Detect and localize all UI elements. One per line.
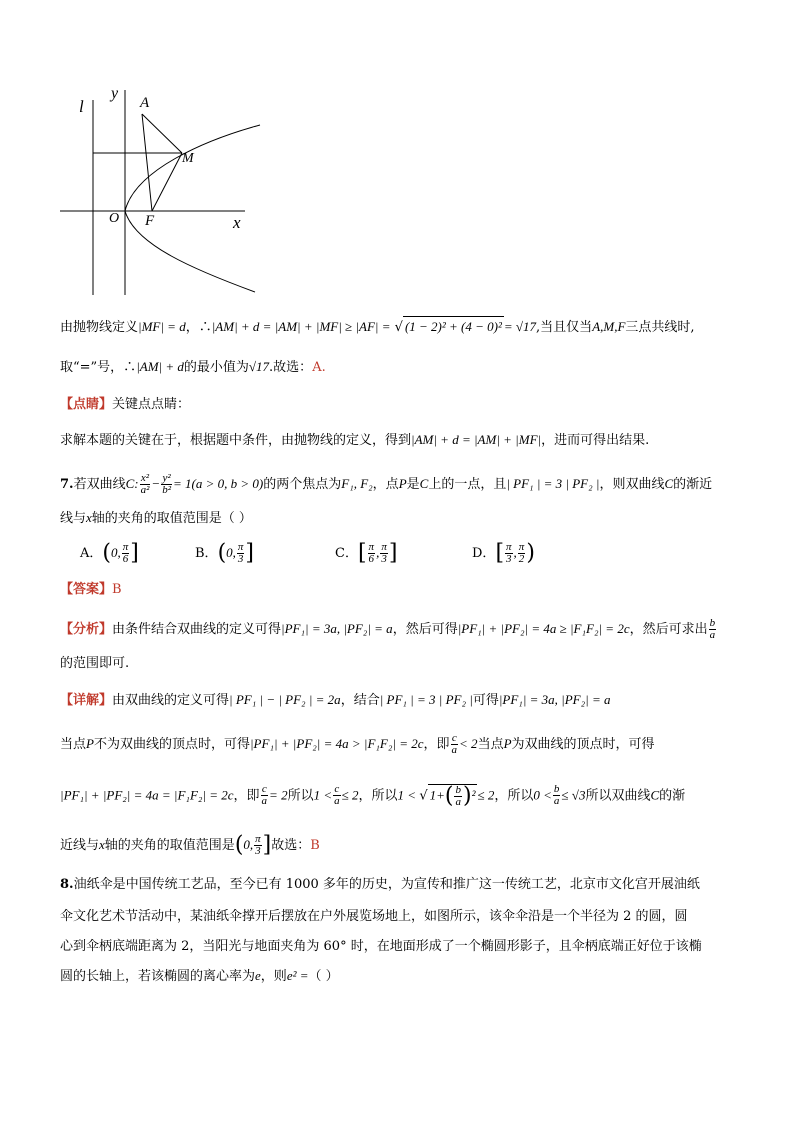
question-8-line-2 [60,907,688,927]
text: ,当且仅当 [536,320,593,335]
option-D[interactable]: D．[ $\frac{\pi}{3}$ , $\frac{\pi}{2}$ ) [472,540,535,566]
text: ，点 [372,477,399,492]
answer-A: A. [312,360,326,375]
tag-dianjing: 【点睛】 [60,397,113,412]
text: 由双曲线的定义可得 [112,693,230,708]
math-lt2: < 2 [459,736,478,751]
math-e1: |PF₁| + |PF₂| = 4a > |F₁F₂| = 2c [249,736,424,751]
parabola-figure [55,80,285,300]
math-x: x [86,510,92,525]
text: 所以双曲线 [585,788,651,804]
text: 圆的长轴上，若该椭圆的离心率为 [60,969,256,984]
text: 当点 [60,737,87,752]
math-le2: ≤ 2 [341,787,359,803]
answer-value: B [112,582,122,597]
text: （ ） [308,969,339,984]
math-foci: F₁, F₂ [341,476,373,491]
math-expr: |AM| + d = |AM| + |MF| [411,432,542,447]
label-x: x [233,213,241,232]
text: ，所以 [358,788,398,804]
tag-analysis: 【分析】 [60,622,113,637]
analysis-line-1: 【分析】由条件结合双曲线的定义可得|PF₁| = 3a, |PF₂| = a，然后可得|PF₁| + |PF₂| = 4a ≥ |F₁F₂| = 2c，然后可求出 $\frac{b}{a}$ [60,617,716,641]
text: 心到伞柄底端距离为 2，当阳光与地面夹角为 60° 时，在地面形成了一个椭圆形影子，且伞柄底端正好位于该椭 [60,939,702,954]
text: 当点 [477,737,504,752]
math-expr: |AM| + d [136,359,184,374]
text: 若双曲线 [73,477,126,492]
text: 线与 [60,511,87,526]
label-F: F [145,213,155,229]
math-c2: C [419,476,429,491]
dianjing-line [60,395,190,415]
tag-detail: 【详解】 [60,693,113,708]
text: 的两个焦点为 [263,477,342,492]
text: 取“=”号，∴ [60,360,137,375]
proof-line-1: 由抛物线定义|MF| = d，∴|AM| + d = |AM| + |MF| ≥ |AF| = √ (1 − 2)² + (4 − 0)² = √17,当且仅当A,M,F三点共线时, [60,316,695,338]
answer-7-line [60,580,122,600]
text: ，结合 [340,693,380,708]
option-label: D． [472,546,496,561]
question-8-line-4 [60,966,339,987]
question-8-line-3 [60,937,702,957]
text: 的渐 [659,788,686,804]
math-p: P [398,476,407,491]
math-amf: A,M,F [592,319,626,334]
text: 故选： [271,838,311,853]
text: ，即 [423,737,450,752]
text: 上的一点，且 [428,477,507,492]
text: 的最小值为 [183,360,249,375]
math-e1: | PF₁ | − | PF₂ | = 2a [229,692,341,707]
text: 油纸伞是中国传统工艺品，至今已有 1000 多年的历史，为宣传和推广这一传统工艺，北京市文化宫开展油纸 [73,877,700,892]
answer-B: B [310,838,320,853]
text: ，然后可求出 [629,622,708,637]
detail-line-3: |PF₁| + |PF₂| = 4a = |F₁F₂| = 2c，即 $\frac{c}{a}$ = 2所以1 < $\frac{c}{a}$ ≤ 2，所以1 < √ 1+( $\frac{b}{a}$ )² ≤ 2，所以0 < $\frac{b}{a}$ ≤ √3所以双曲线C的渐 [60,783,686,809]
label-y: y [111,85,119,102]
text: ，进而可得出结果. [541,433,650,448]
text: 是 [406,477,420,492]
question-7-line-2 [60,508,252,529]
math-cond: = 1(a > 0, b > 0) [173,476,264,491]
label-M: M [182,151,194,166]
text: 的渐近 [673,477,713,492]
question-number: 7. [60,477,74,492]
text: 求解本题的关键在于，根据题中条件，由抛物线的定义，得到 [60,433,412,448]
text: 由抛物线定义 [60,320,139,335]
text: ，∴ [185,320,212,335]
option-label: C． [335,546,358,561]
segment-AM [142,114,182,153]
text: 不为双曲线的顶点时，可得 [93,737,250,752]
math-e2: e² = [286,968,309,983]
question-7-line-1: 7.若双曲线C: $\frac{\text{x²}}{\text{a²}}$ − $\frac{\text{y²}}{\text{b²}}$ = 1(a > 0, b > 0)的两个焦点为F₁, F₂，点P是C上的一点，且| PF₁ | = 3 | PF₂ |，则双曲线C的渐近 [60,472,713,496]
text: ，则 [260,969,287,984]
math-c3: C [664,476,674,491]
proof-line-2 [60,357,326,378]
math-val: √17 [248,359,270,374]
math-eq2: = √17 [503,319,537,334]
detail-line-4: 近线与x轴的夹角的取值范围是(0, $\frac{\pi}{3}$ ]故选：B [60,832,320,858]
math-e1: |PF₁| + |PF₂| = 4a = |F₁F₂| = 2c [60,787,234,803]
option-A[interactable]: A．(0, $\frac{\pi}{6}$ ] [80,540,139,566]
option-label: B． [195,546,218,561]
label-O: O [109,211,120,226]
math-e2: | PF₁ | = 3 | PF₂ | [379,692,473,707]
detail-line-2: 当点P不为双曲线的顶点时，可得|PF₁| + |PF₂| = 4a > |F₁F₂| = 2c，即 $\frac{c}{a}$ < 2当点P为双曲线的顶点时，可得 [60,732,655,756]
text: 的范围即可. [60,656,130,671]
key-line [60,430,649,451]
question-8-line-1 [60,875,700,895]
text: ，然后可得 [392,622,458,637]
option-label: A． [80,546,103,561]
text: .故选： [269,360,313,375]
math-0lt: 0 < [533,787,552,803]
text: 可得 [472,693,499,708]
option-B[interactable]: B．(0, $\frac{\pi}{3}$ ] [195,540,255,566]
math-le2b: ≤ 2 [477,787,495,803]
math-eq2: = 2 [269,787,288,803]
math-e: e [255,968,261,983]
math-1lt: 1 < [313,787,333,803]
analysis-line-2 [60,654,129,674]
math-e3: |PF₁| = 3a, |PF₂| = a [498,692,611,707]
text: ，所以 [494,788,534,804]
math-e1: |PF₁| = 3a, |PF₂| = a [281,621,393,636]
text: 伞文化艺术节活动中，某油纸伞撑开后摆放在户外展览场地上，如图所示，该伞伞沿是一个半径为 2 的圆，圆 [60,909,688,924]
text: 所以 [287,788,314,804]
segment-MF [152,153,182,211]
segment-AF [142,114,152,211]
text: 轴的夹角的取值范围是（ ） [91,511,252,526]
question-number: 8. [60,877,74,892]
text: 轴的夹角的取值范围是 [104,838,235,853]
math-eq: |AM| + d = |AM| + |MF| ≥ |AF| = [211,319,391,334]
text: 近线与 [60,838,100,853]
text: 三点共线时, [625,320,695,335]
option-C[interactable]: C．[ $\frac{\pi}{6}$ , $\frac{\pi}{3}$ ] [335,540,398,566]
math-radicand: (1 − 2)² + (4 − 0)² [403,316,504,337]
text: 由条件结合双曲线的定义可得 [112,622,282,637]
detail-line-1 [60,690,611,711]
text: 为双曲线的顶点时，可得 [511,737,655,752]
math-rel: | PF₁ | = 3 | PF₂ | [506,476,600,491]
text: ，即 [233,788,260,804]
text: 关键点点睛： [112,397,191,412]
text: ，则双曲线 [599,477,665,492]
math-e2: |PF₁| + |PF₂| = 4a ≥ |F₁F₂| = 2c [457,621,630,636]
tag-answer: 【答案】 [60,582,113,597]
math-c: C: [125,476,139,491]
math-mf: |MF| = d [138,319,186,334]
math-sqrt3: ≤ √3 [561,787,586,803]
label-A: A [140,95,150,111]
label-l: l [79,97,84,116]
